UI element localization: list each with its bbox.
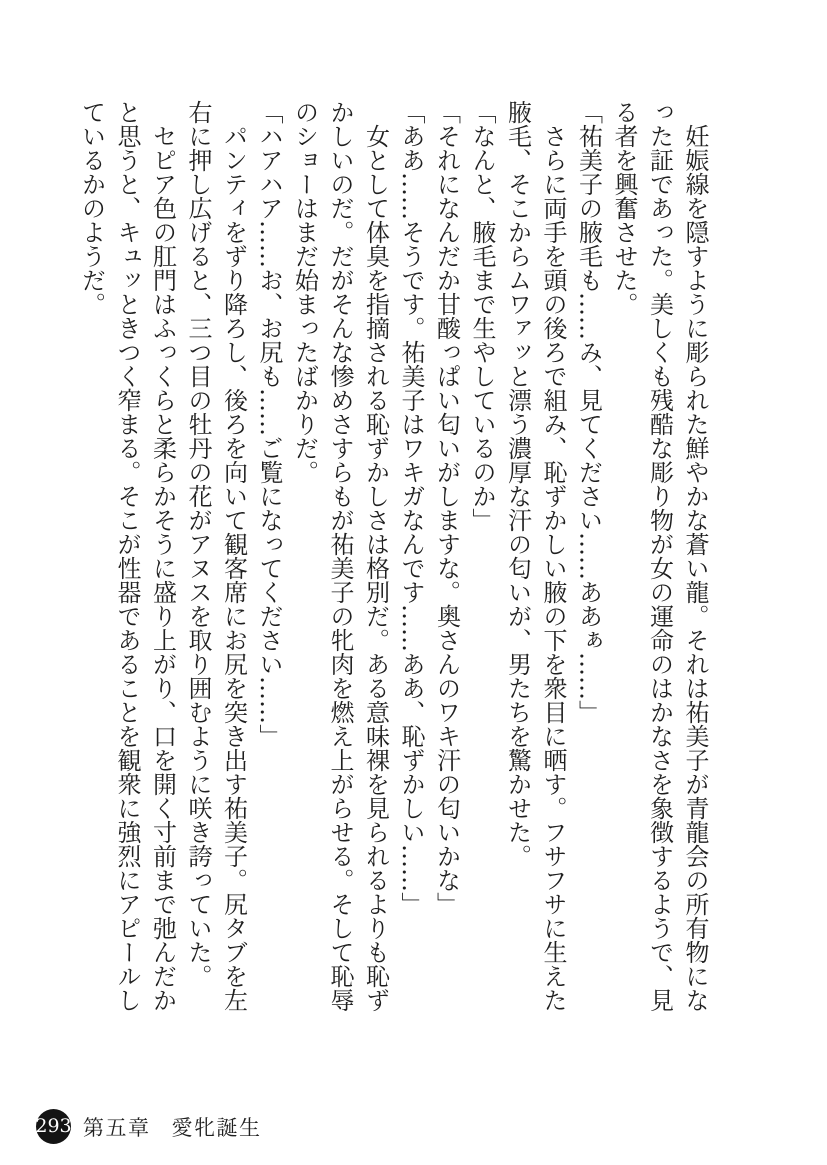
text-line: 「祐美子の腋毛も……み、見てください……ああぁ……」 xyxy=(574,100,603,724)
text-line: ているかのようだ。 xyxy=(77,100,106,316)
text-line: セピア色の肛門はふっくらと柔らかそうに盛り上がり、口を開く寸前まで弛んだか xyxy=(148,124,177,1012)
running-chapter-label xyxy=(83,1112,262,1142)
text-line: さらに両手を頭の後ろで組み、恥ずかしい腋の下を衆目に晒す。フサフサに生えた xyxy=(539,124,567,1012)
text-line: 「それになんだか甘酸っぱい匂いがしますな。奥さんのワキ汗の匂いかな」 xyxy=(432,100,461,916)
text-line: 妊娠線を隠すように彫られた鮮やかな蒼い龍。それは祐美子が青龍会の所有物にな xyxy=(681,124,709,1012)
text-line: る者を興奮させた。 xyxy=(610,100,638,316)
text-line: 右に押し広げると、三つ目の牡丹の花がアヌスを取り囲むように咲き誇っていた。 xyxy=(184,100,212,988)
chapter-number: 第五章 xyxy=(83,1115,151,1140)
text-line: った証であった。美しくも残酷な彫り物が女の運命のはかなさを象徴するようで、見 xyxy=(645,100,674,1012)
page-number: 293 xyxy=(35,1115,72,1137)
text-line: 「ああ……そうです。祐美子はワキガなんです……ああ、恥ずかしい……」 xyxy=(397,100,425,916)
page-number-badge xyxy=(36,1109,71,1144)
text-line: パンティをずり降ろし、後ろを向いて観客席にお尻を突き出す祐美子。尻タブを左 xyxy=(219,124,248,1012)
text-line: と思うと、キュッときつく窄まる。そこが性器であることを観衆に強烈にアピールし xyxy=(113,100,141,1012)
text-block xyxy=(73,100,712,1014)
text-line: 「ハアハア……お、お尻も……ご覧になってください……」 xyxy=(255,100,283,748)
page-footer xyxy=(36,1109,262,1144)
text-line: 女として体臭を指摘される恥ずかしさは格別だ。ある意味裸を見られるよりも恥ず xyxy=(361,124,390,1012)
text-line: 腋毛、そこからムワァッと漂う濃厚な汗の匂いが、男たちを驚かせた。 xyxy=(503,100,532,868)
text-line: のショーはまだ始まったばかりだ。 xyxy=(290,100,319,484)
chapter-title: 愛牝誕生 xyxy=(171,1115,262,1140)
text-line: 「なんと、腋毛まで生やしているのか」 xyxy=(468,100,496,532)
text-line: かしいのだ。だがそんな惨めさすらもが祐美子の牝肉を燃え上がらせる。そして恥辱 xyxy=(326,100,354,1012)
